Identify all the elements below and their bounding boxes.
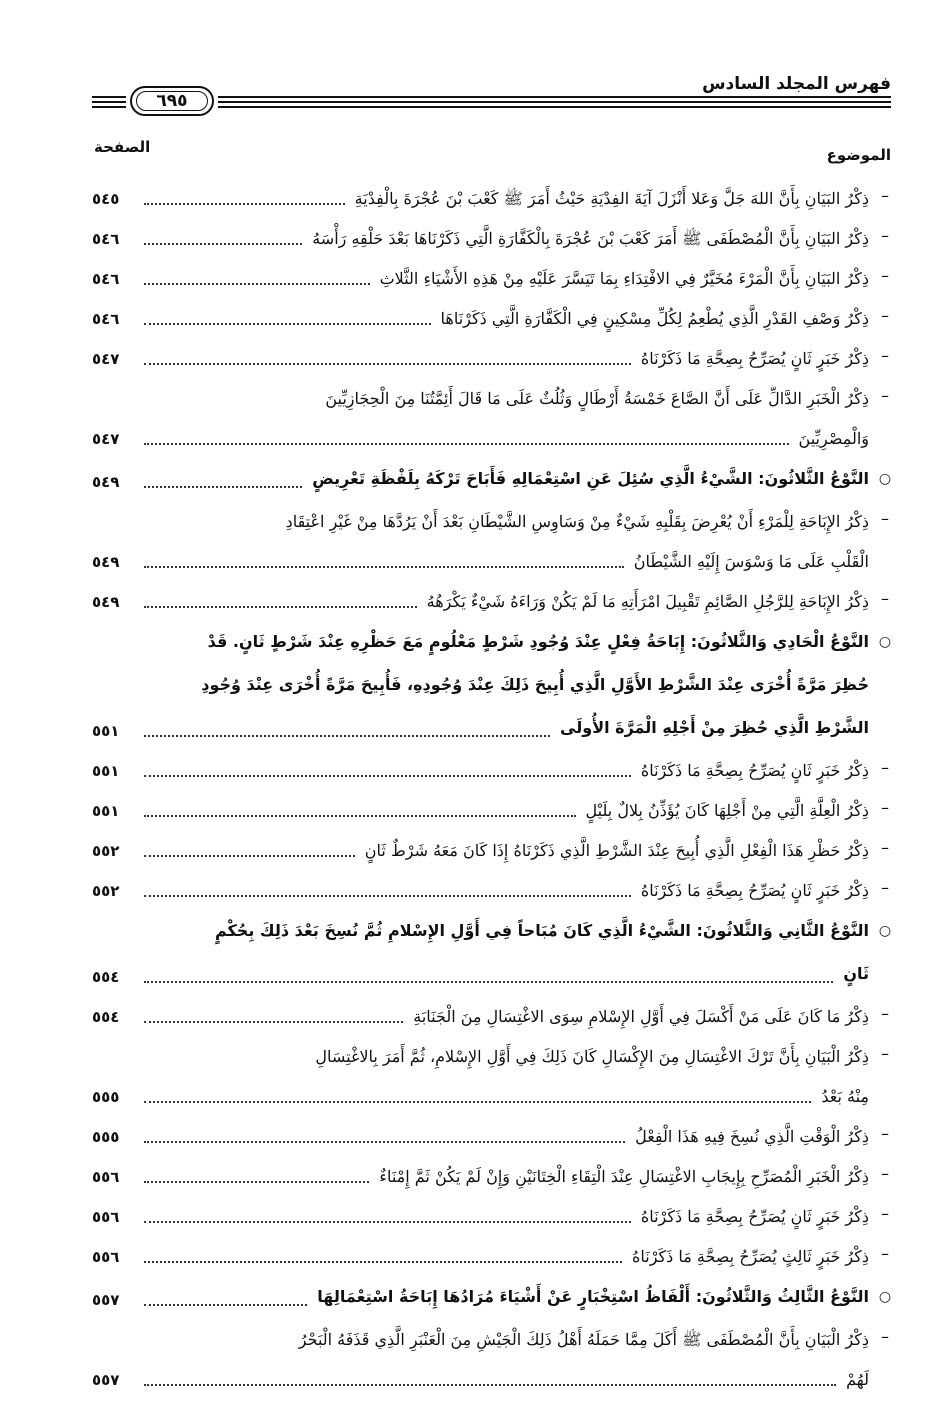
dash-bullet-icon: – <box>881 306 889 325</box>
page-number-badge <box>130 86 214 116</box>
dot-leader <box>144 1261 622 1263</box>
header-rule <box>92 106 126 108</box>
header-title: فهرس المجلد السادس <box>702 74 891 94</box>
index-entry-line <box>92 1238 893 1278</box>
circle-bullet-icon: ○ <box>878 923 892 939</box>
index-entry-line <box>92 260 893 300</box>
page-number: ٦٩٥ <box>156 91 188 111</box>
dot-leader <box>144 566 624 568</box>
dash-bullet-icon: – <box>881 1004 889 1023</box>
index-entry-line <box>92 1198 893 1238</box>
index-entry-line <box>92 752 893 792</box>
header-rule <box>92 96 126 98</box>
dash-bullet-icon: – <box>881 509 889 528</box>
section-heading-text: النَّوْعُ الْحَادِي وَالثَّلاثُونَ: إِبَاحَةُ فِعْلٍ عِنْدَ وُجُودِ شَرْطٍ مَعْلُومٍ مَعَ حَظْرِهِ عِنْدَ شَرْطٍ ثَانٍ. قَدْ <box>207 632 869 651</box>
circle-bullet-icon: ○ <box>878 471 892 487</box>
index-entry-line <box>92 420 893 460</box>
dash-bullet-icon: – <box>881 838 889 857</box>
dot-leader <box>144 775 631 777</box>
entry-page-number: ٥٥٦ <box>92 1208 120 1226</box>
entry-text: ذِكْرُ خَبَرٍ ثَانٍ يُصَرِّحُ بِصِحَّةِ مَا ذَكَرْنَاهُ <box>640 349 869 368</box>
entry-page-number: ٥٤٧ <box>92 430 120 448</box>
entry-text: وَالْمِصْرِيِّينَ <box>798 429 869 448</box>
dash-bullet-icon: – <box>881 1204 889 1223</box>
entry-page-number: ٥٥١ <box>92 762 120 780</box>
column-heading-topic: الموضوع <box>826 146 891 164</box>
index-entry-line <box>92 583 893 623</box>
dot-leader <box>144 443 789 445</box>
dash-bullet-icon: – <box>881 878 889 897</box>
dot-leader <box>144 855 355 857</box>
dot-leader <box>144 363 631 365</box>
entry-text: ذِكْرُ خَبَرٍ ثَانٍ يُصَرِّحُ بِصِحَّةِ مَا ذَكَرْنَاهُ <box>640 761 869 780</box>
entry-page-number: ٥٥٧ <box>92 1291 120 1309</box>
dash-bullet-icon: – <box>881 1327 889 1346</box>
section-heading-text: النَّوْعُ الثَّالِثُ وَالثَّلاثُونَ: أَلْفَاظُ اسْتِخْبَارٍ عَنْ أَشْيَاءَ مُرَادُهَا إِبَاحَةُ اسْتِعْمَالِهَا <box>317 1287 869 1306</box>
index-entries <box>92 180 893 1401</box>
entry-text: ذِكْرُ خَبَرٍ ثَانٍ يُصَرِّحُ بِصِحَّةِ مَا ذَكَرْنَاهُ <box>640 881 869 900</box>
entry-text: ذِكْرُ خَبَرٍ ثَالِثٍ يُصَرِّحُ بِصِحَّةِ مَا ذَكَرْنَاهُ <box>632 1247 869 1266</box>
entry-text: ذِكْرُ البَيَانِ بِأَنَّ الْمَرْءَ مُخَيَّرٌ فِي الافْتِدَاءِ بِمَا تَيَسَّرَ عَلَيْهِ مِنْ هَذِهِ الأَشْيَاءِ الثَّلاثِ <box>379 269 869 288</box>
entry-page-number: ٥٥٧ <box>92 1371 120 1389</box>
entry-page-number: ٥٤٩ <box>92 473 120 491</box>
dash-bullet-icon: – <box>881 1244 889 1263</box>
index-entry-line <box>92 180 893 220</box>
section-heading-text: الشَّرْطِ الَّذِي حُظِرَ مِنْ أَجْلِهِ الْمَرَّةَ الأُولَى <box>560 718 869 737</box>
index-entry-line <box>92 1321 893 1361</box>
entry-page-number: ٥٥٥ <box>92 1088 120 1106</box>
section-heading-line <box>92 709 893 752</box>
entry-page-number: ٥٥٦ <box>92 1248 120 1266</box>
entry-text: لَهُمْ <box>846 1370 869 1389</box>
entry-page-number: ٥٤٦ <box>92 310 120 328</box>
entry-text: ذِكْرُ الْخَبَرِ الدَّالِّ عَلَى أَنَّ الصَّاعَ خَمْسَةُ أَرْطَالٍ وَثُلُثٌ عَلَى مَا قَالَ أَئِمَّتُنَا مِنَ الْحِجَازِيِّينَ <box>325 389 869 408</box>
index-entry-line <box>92 503 893 543</box>
entry-page-number: ٥٤٥ <box>92 190 120 208</box>
index-entry-line <box>92 380 893 420</box>
index-entry-line <box>92 1158 893 1198</box>
entry-text: ذِكْرُ الْوَقْتِ الَّذِي نُسِخَ فِيهِ هَذَا الْفِعْلُ <box>635 1127 869 1146</box>
header-rule <box>92 101 126 103</box>
header-rule <box>218 101 891 103</box>
entry-page-number: ٥٥٢ <box>92 842 120 860</box>
entry-text: ذِكْرُ البَيَانِ بِأَنَّ الْمُصْطَفَى ﷺ أَمَرَ كَعْبَ بْنَ عُجْرَةَ بِالْكَفَّارَةِ الَّتِي ذَكَرْنَاهَا بَعْدَ حَلْقِهِ رَأْسَهُ <box>312 229 869 248</box>
section-heading-line <box>92 912 893 955</box>
index-entry-line <box>92 832 893 872</box>
circle-bullet-icon: ○ <box>878 634 892 650</box>
index-entry-line <box>92 1078 893 1118</box>
entry-page-number: ٥٥٤ <box>92 968 120 986</box>
dash-bullet-icon: – <box>881 346 889 365</box>
entry-text: ذِكْرُ الْخَبَرِ الْمُصَرِّحِ بِإِيجَابِ الاغْتِسَالِ عِنْدَ الْتِقَاءِ الْخِتَانَيْنِ وَإِنْ لَمْ يَكُنْ ثَمَّ إِمْنَاءٌ <box>379 1167 869 1186</box>
index-entry-line <box>92 300 893 340</box>
entry-text: ذِكْرُ خَبَرٍ ثَانٍ يُصَرِّحُ بِصِحَّةِ مَا ذَكَرْنَاهُ <box>640 1207 869 1226</box>
dash-bullet-icon: – <box>881 589 889 608</box>
dash-bullet-icon: – <box>881 386 889 405</box>
section-heading-line <box>92 666 893 709</box>
header-rule <box>218 106 891 108</box>
dash-bullet-icon: – <box>881 266 889 285</box>
entry-page-number: ٥٤٩ <box>92 553 120 571</box>
dot-leader <box>144 606 417 608</box>
dash-bullet-icon: – <box>881 226 889 245</box>
entry-text: ذِكْرُ مَا كَانَ عَلَى مَنْ أَكْسَلَ فِي أَوَّلِ الإِسْلامِ سِوَى الاغْتِسَالِ مِنَ الْجَنَابَةِ <box>413 1007 869 1026</box>
dot-leader <box>144 735 550 737</box>
dash-bullet-icon: – <box>881 1124 889 1143</box>
dot-leader <box>144 486 302 488</box>
dot-leader <box>144 283 370 285</box>
dash-bullet-icon: – <box>881 186 889 205</box>
entry-text: ذِكْرُ البَيَانِ بِأَنَّ اللهَ جَلَّ وَعَلا أَنْزَلَ آيَةَ الفِدْيَةِ حَيْثُ أَمَرَ ﷺ كَعْبَ بْنَ عُجْرَةَ بِالْفِدْيَةِ <box>354 189 869 208</box>
entry-text: ذِكْرُ الإِبَاحَةِ لِلرَّجُلِ الصَّائِمِ تَقْبِيلَ امْرَأَتِهِ مَا لَمْ يَكُنْ وَرَاءَهُ شَيْءٌ يَكْرَهُهُ <box>426 592 869 611</box>
dot-leader <box>144 815 576 817</box>
dot-leader <box>144 1141 625 1143</box>
entry-page-number: ٥٥٦ <box>92 1168 120 1186</box>
entry-text: ذِكْرُ حَظْرِ هَذَا الْفِعْلِ الَّذِي أُبِيحَ عِنْدَ الشَّرْطِ الَّذِي ذَكَرْنَاهُ إِذَا كَانَ مَعَهُ شَرْطٌ ثَانٍ <box>364 841 869 860</box>
section-heading-text: النَّوْعُ الثَّانِي وَالثَّلاثُونَ: الشَّيْءُ الَّذِي كَانَ مُبَاحاً فِي أَوَّلِ الإِسْلامِ ثُمَّ نُسِخَ بَعْدَ ذَلِكَ بِحُكْمٍ <box>214 921 869 940</box>
dot-leader <box>144 203 345 205</box>
entry-text: ذِكْرُ الْبَيَانِ بِأَنَّ تَرْكَ الاغْتِسَالِ مِنَ الإِكْسَالِ كَانَ ذَلِكَ فِي أَوَّلِ الإِسْلامِ، ثُمَّ أَمَرَ بِالاغْتِسَالِ <box>315 1047 869 1066</box>
entry-page-number: ٥٥٤ <box>92 1008 120 1026</box>
index-entry-line <box>92 1118 893 1158</box>
dot-leader <box>144 1384 836 1386</box>
entry-page-number: ٥٥٥ <box>92 1128 120 1146</box>
section-heading-line <box>92 460 893 503</box>
entry-page-number: ٥٤٩ <box>92 593 120 611</box>
dot-leader <box>144 1304 307 1306</box>
dot-leader <box>144 243 302 245</box>
dot-leader <box>144 323 431 325</box>
entry-page-number: ٥٤٦ <box>92 230 120 248</box>
dot-leader <box>144 895 631 897</box>
entry-text: ذِكْرُ الْعِلَّةِ الَّتِي مِنْ أَجْلِهَا كَانَ يُؤَذِّنُ بِلالٌ بِلَيْلٍ <box>585 801 869 820</box>
index-entry-line <box>92 998 893 1038</box>
dot-leader <box>144 1221 631 1223</box>
index-entry-line <box>92 340 893 380</box>
section-heading-line <box>92 955 893 998</box>
index-entry-line <box>92 792 893 832</box>
circle-bullet-icon: ○ <box>878 1289 892 1305</box>
index-entry-line <box>92 543 893 583</box>
entry-page-number: ٥٤٧ <box>92 350 120 368</box>
entry-page-number: ٥٤٦ <box>92 270 120 288</box>
entry-text: مِنْهُ بَعْدُ <box>821 1087 869 1106</box>
dash-bullet-icon: – <box>881 1164 889 1183</box>
section-heading-text: النَّوْعُ الثَّلاثُونَ: الشَّيْءُ الَّذِي سُئِلَ عَنِ اسْتِعْمَالِهِ فَأَبَاحَ تَرْكَهُ بِلَفْظَةِ تَعْرِيضٍ <box>312 469 869 488</box>
dot-leader <box>144 981 833 983</box>
entry-page-number: ٥٥١ <box>92 802 120 820</box>
entry-text: ذِكْرُ الإِبَاحَةِ لِلْمَرْءِ أَنْ يُعْرِضَ بِقَلْبِهِ شَيْءٌ مِنْ وَسَاوِسِ الشَّيْطَانِ بَعْدَ أَنْ يَرُدَّهَا مِنْ غَيْرِ اعْتِقَادِ <box>285 512 869 531</box>
entry-text: ذِكْرُ وَصْفِ القَدْرِ الَّذِي يُطْعِمُ لِكُلِّ مِسْكِينٍ فِي الْكَفَّارَةِ الَّتِي ذَكَرْنَاهَا <box>440 309 869 328</box>
dash-bullet-icon: – <box>881 1044 889 1063</box>
entry-text: ذِكْرُ الْبَيَانِ بِأَنَّ الْمُصْطَفَى ﷺ أَكَلَ مِمَّا حَمَلَهُ أَهْلُ ذَلِكَ الْجَيْشِ مِنَ الْعَنْبَرِ الَّذِي قَذَفَهُ الْبَحْرُ <box>298 1330 869 1349</box>
section-heading-line <box>92 1278 893 1321</box>
section-heading-line <box>92 623 893 666</box>
dot-leader <box>144 1021 403 1023</box>
dot-leader <box>144 1181 369 1183</box>
dash-bullet-icon: – <box>881 758 889 777</box>
section-heading-text: ثَانٍ <box>843 964 869 983</box>
index-entry-line <box>92 872 893 912</box>
column-heading-page: الصفحة <box>94 138 151 156</box>
header-rule <box>218 96 891 98</box>
section-heading-text: حُظِرَ مَرَّةً أُخْرَى عِنْدَ الشَّرْطِ الأَوَّلِ الَّذِي أُبِيحَ ذَلِكَ عِنْدَ وُجُودِهِ، فَأُبِيحَ مَرَّةً أُخْرَى عِنْدَ وُجُودِ <box>201 675 869 694</box>
index-entry-line <box>92 1038 893 1078</box>
index-entry-line <box>92 220 893 260</box>
entry-page-number: ٥٥٢ <box>92 882 120 900</box>
entry-page-number: ٥٥١ <box>92 722 120 740</box>
index-entry-line <box>92 1361 893 1401</box>
dash-bullet-icon: – <box>881 798 889 817</box>
entry-text: الْقَلْبِ عَلَى مَا وَسْوَسَ إِلَيْهِ الشَّيْطَانُ <box>633 552 869 571</box>
dot-leader <box>144 1101 811 1103</box>
